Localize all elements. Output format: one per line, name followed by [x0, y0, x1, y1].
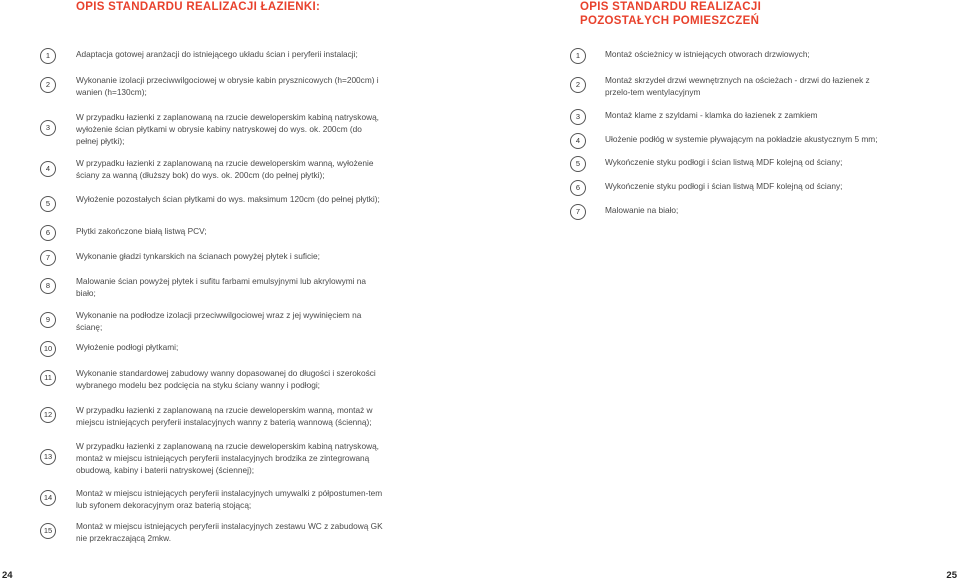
item-number-badge: 14: [40, 490, 56, 506]
item-text: Montaż w miejscu istniejących peryferii instalacyjnych zestawu WC z zabudową GK nie przekraczającą 2mkw.: [76, 521, 383, 543]
item-text: Wykonanie izolacji przeciwwilgociowej w obrysie kabin prysznicowych (h=200cm) i wanien (h=130cm);: [76, 75, 379, 97]
item-text: Malowanie na biało;: [605, 205, 679, 215]
item-number-badge: 7: [570, 204, 586, 220]
item-number-badge: 2: [570, 77, 586, 93]
item-text: W przypadku łazienki z zaplanowaną na rzucie deweloperskim wanną, wyłożenie ściany za wanną (dłuższy bok) do wys. ok. 200cm (do pełnej płytki);: [76, 158, 374, 180]
item-number-badge: 8: [40, 278, 56, 294]
item-text: Malowanie ścian powyżej płytek i sufitu farbami emulsyjnymi lub akrylowymi na biało;: [76, 276, 367, 298]
item-number-badge: 6: [40, 225, 56, 241]
item-text: Montaż klame z szyldami - klamka do łazienek z zamkiem: [605, 110, 818, 120]
item-number-badge: 5: [570, 156, 586, 172]
item-number-badge: 11: [40, 370, 56, 386]
page-number-left: 24: [2, 570, 13, 581]
item-number-badge: 4: [570, 133, 586, 149]
item-text: Ułożenie podłóg w systemie pływającym na pokładzie akustycznym 5 mm;: [605, 134, 878, 144]
item-number-badge: 12: [40, 407, 56, 423]
page-number-right: 25: [946, 570, 957, 581]
item-number-badge: 4: [40, 161, 56, 177]
item-number-badge: 13: [40, 449, 56, 465]
item-number-badge: 6: [570, 180, 586, 196]
item-text: Adaptacja gotowej aranżacji do istniejącego układu ścian i peryferii instalacji;: [76, 49, 358, 59]
left-heading: OPIS STANDARDU REALIZACJI ŁAZIENKI:: [76, 1, 321, 13]
item-text: Wykonanie gładzi tynkarskich na ścianach powyżej płytek i suficie;: [76, 251, 320, 261]
item-text: Wykonanie standardowej zabudowy wanny dopasowanej do długości i szerokości wybranego modelu bez podcięcia na styku ściany wanny i podłogi;: [76, 368, 376, 390]
item-number-badge: 9: [40, 312, 56, 328]
item-text: Wykończenie styku podłogi i ścian listwą MDF kolejną od ściany;: [605, 157, 843, 167]
item-text: Wykończenie styku podłogi i ścian listwą MDF kolejną od ściany;: [605, 181, 843, 191]
item-number-badge: 3: [570, 109, 586, 125]
item-number-badge: 7: [40, 250, 56, 266]
item-number-badge: 5: [40, 196, 56, 212]
item-text: Montaż ościeżnicy w istniejących otworach drzwiowych;: [605, 49, 810, 59]
item-number-badge: 15: [40, 523, 56, 539]
item-number-badge: 1: [40, 48, 56, 64]
item-text: W przypadku łazienki z zaplanowaną na rzucie deweloperskim kabiną natryskową, wyłożenie ścian płytkami w obrysie kabiny natryskowej do wys. ok. 200cm (do pełnej płytki);: [76, 112, 379, 146]
item-number-badge: 1: [570, 48, 586, 64]
item-number-badge: 10: [40, 341, 56, 357]
item-text: Montaż skrzydeł drzwi wewnętrznych na ościeżach - drzwi do łazienek z przelo-tem wentylacyjnym: [605, 75, 870, 97]
item-text: Montaż w miejscu istniejących peryferii instalacyjnych umywalki z półpostumen-tem lub syfonem dekoracyjnym oraz baterią stojącą;: [76, 488, 383, 510]
item-number-badge: 3: [40, 120, 56, 136]
item-text: Płytki zakończone białą listwą PCV;: [76, 226, 207, 236]
item-text: Wykonanie na podłodze izolacji przeciwwilgociowej wraz z jej wywinięciem na ścianę;: [76, 310, 362, 332]
item-number-badge: 2: [40, 77, 56, 93]
item-text: W przypadku łazienki z zaplanowaną na rzucie deweloperskim kabiną natryskową, montaż w miejscu istniejących peryferii instalacyjnych brodzika ze zintegrowaną obudową, kabiny i baterii natryskowej (ściennej);: [76, 441, 379, 475]
item-text: W przypadku łazienki z zaplanowaną na rzucie deweloperskim wanną, montaż w miejscu istniejących peryferii instalacyjnych wanny z baterią wannową (ścienną);: [76, 405, 373, 427]
item-text: Wyłożenie pozostałych ścian płytkami do wys. maksimum 120cm (do pełnej płytki);: [76, 194, 380, 204]
item-text: Wyłożenie podłogi płytkami;: [76, 342, 179, 352]
right-heading: OPIS STANDARDU REALIZACJI POZOSTAŁYCH POMIESZCZEŃ: [580, 1, 762, 27]
